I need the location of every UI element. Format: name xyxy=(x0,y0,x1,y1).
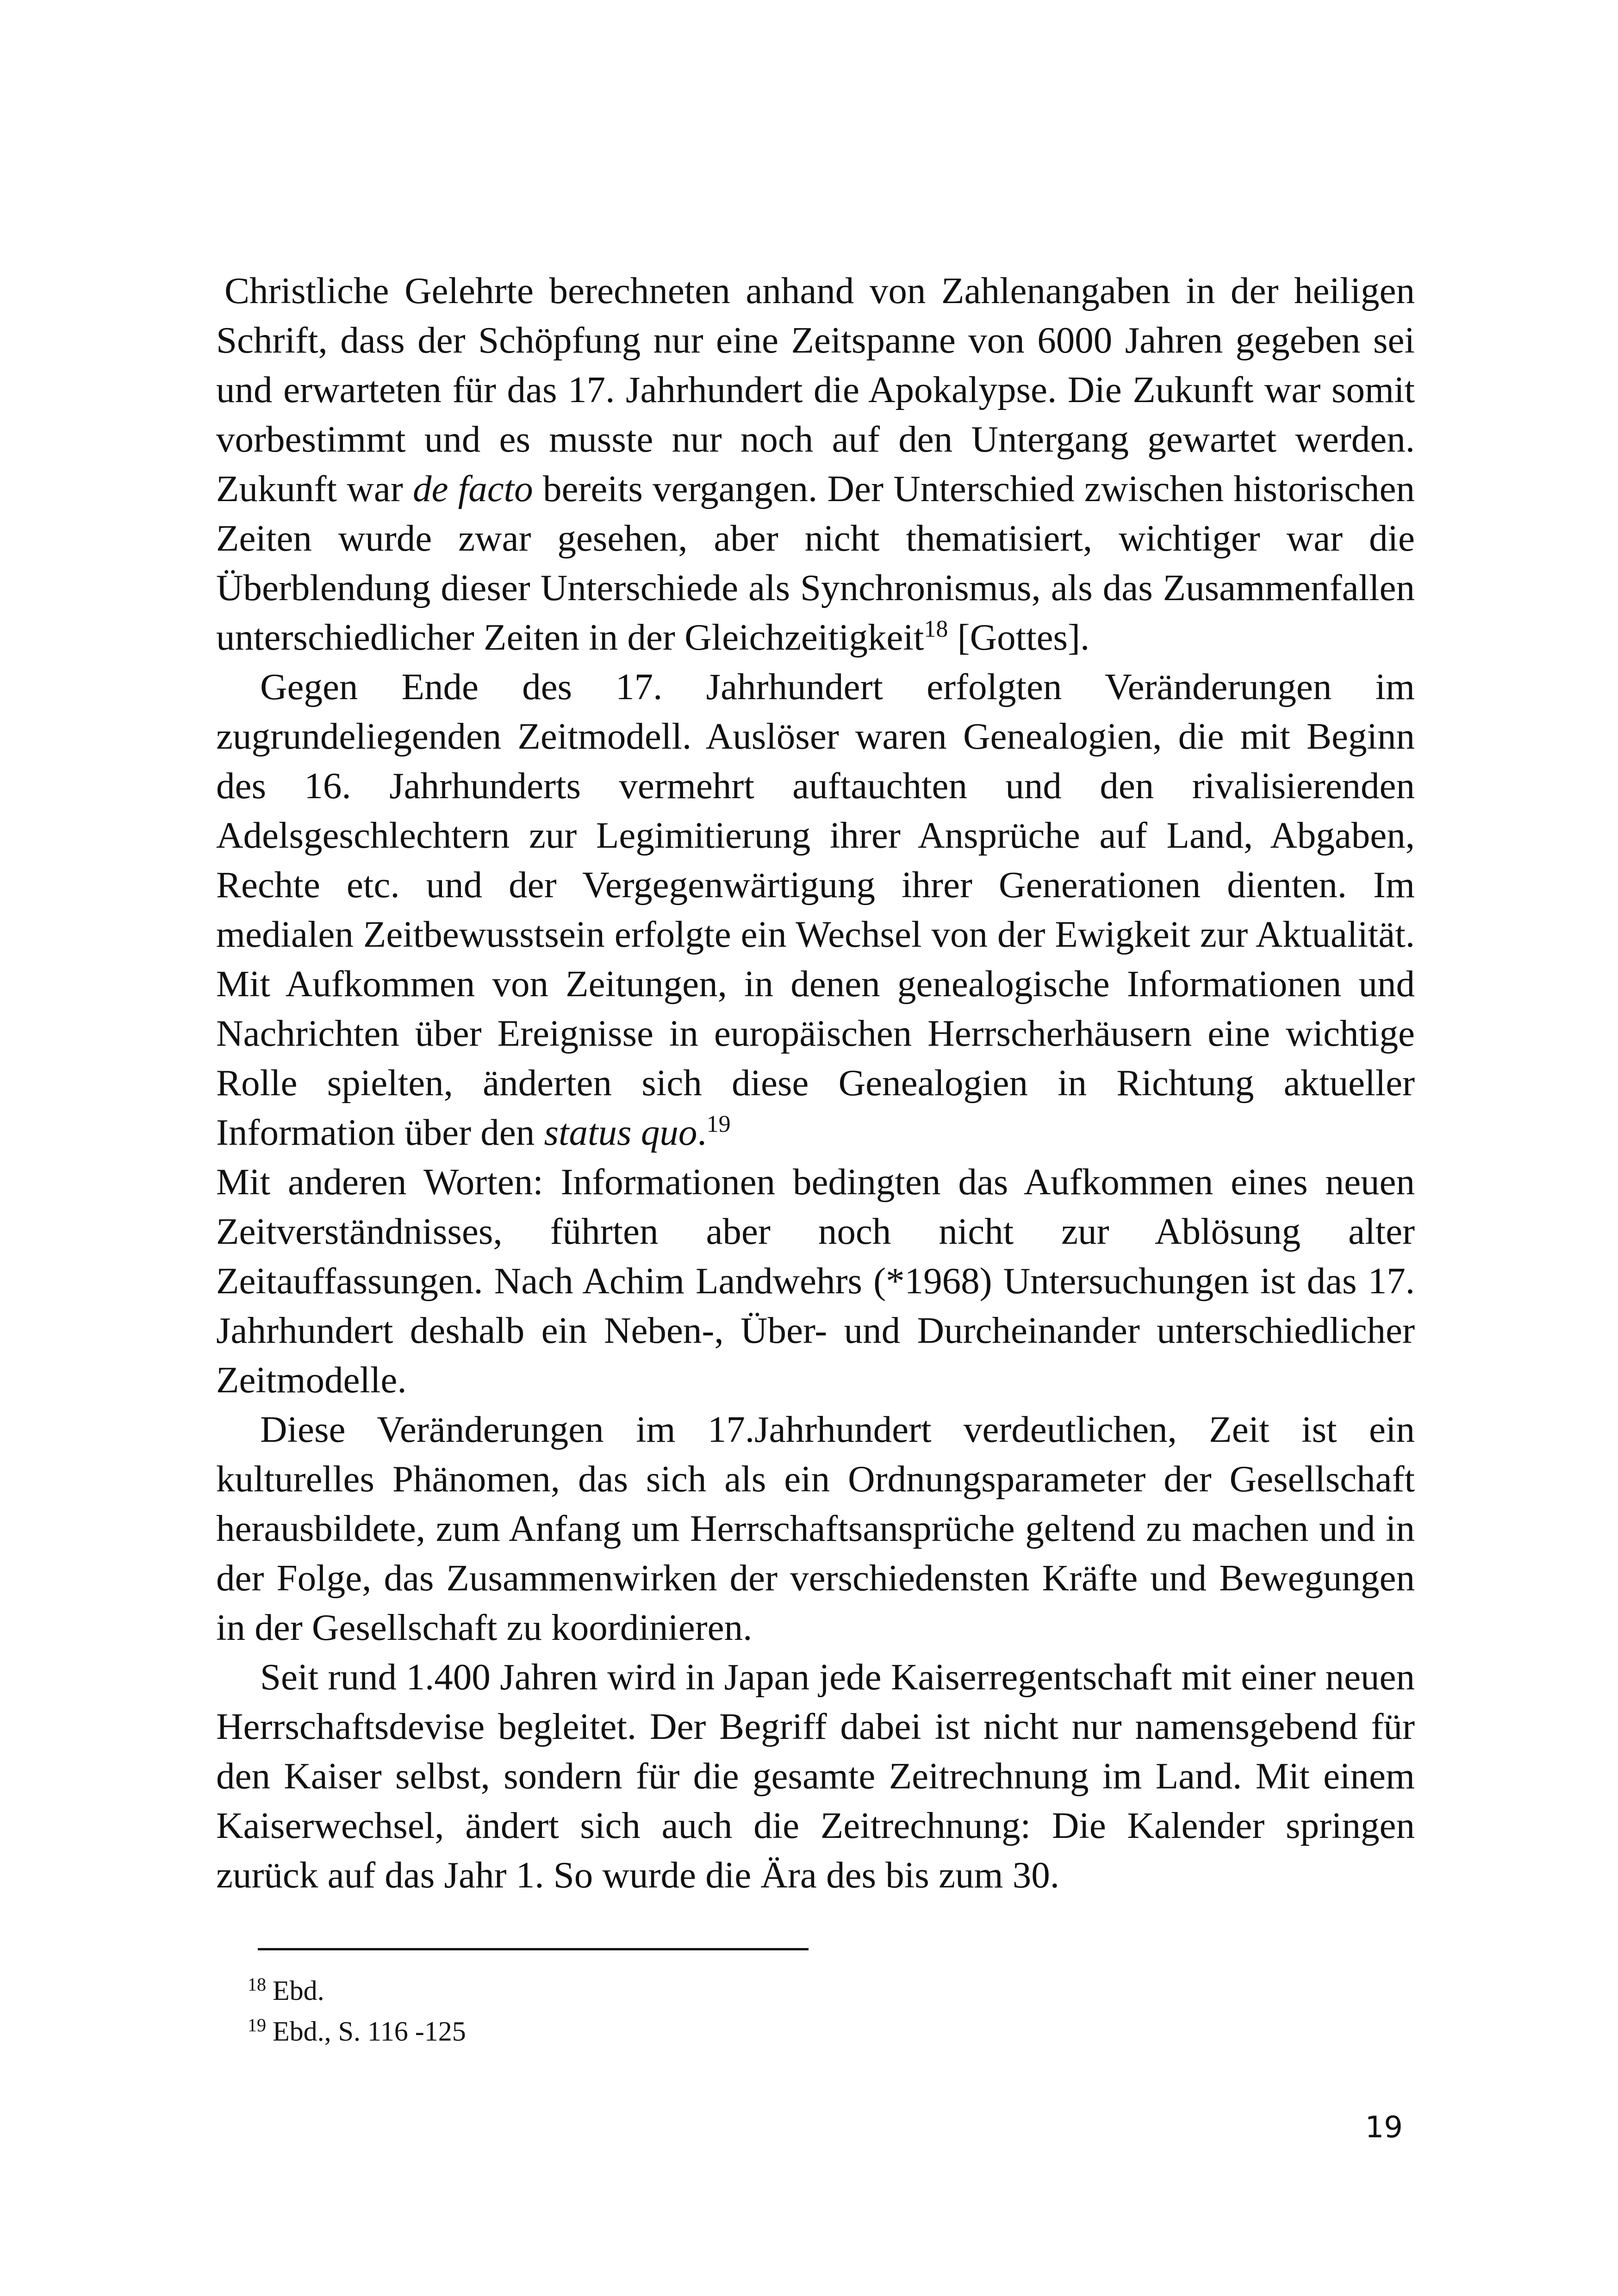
body-text xyxy=(216,266,1415,1900)
footnote-19 xyxy=(248,2011,1358,2052)
paragraph-3 xyxy=(216,1157,1415,1405)
footnote-ref-18: 18 xyxy=(924,616,948,642)
paragraph-1-text-1: Christliche Gelehrte berechneten anhand von Zahlenangaben in der heiligen Schrift, dass der Schöpfung nur eine Zeitspanne von 6000 Jahren gegeben sei und erwarteten für das 17. Jahrhundert die Apokalypse. Die Zukunft war somit vorbestimmt und es musste nur noch auf den Untergang gewartet werden. Zukunft war xyxy=(216,270,1415,509)
paragraph-1-text-3: [Gottes]. xyxy=(948,616,1090,658)
footnote-text: Ebd., S. 116 -125 xyxy=(273,2016,466,2047)
paragraph-1 xyxy=(216,266,1415,662)
footnote-number: 18 xyxy=(248,1974,266,1995)
footnote-text: Ebd. xyxy=(273,1975,324,2006)
paragraph-2-italic-status-quo: status quo xyxy=(544,1111,697,1153)
footnote-18 xyxy=(248,1970,1358,2011)
footnotes xyxy=(248,1970,1358,2052)
paragraph-1-text-2: bereits vergangen. Der Unterschied zwischen historischen Zeiten wurde zwar gesehen, aber nicht thematisiert, wichtiger war die Überblendung dieser Unterschiede als Synchronismus, als das Zusammenfallen unterschiedlicher Zeiten in der Gleichzeitigkeit xyxy=(216,468,1415,658)
paragraph-2-text-2: . xyxy=(697,1111,707,1153)
paragraph-4-text: Diese Veränderungen im 17.Jahrhundert verdeutlichen, Zeit ist ein kulturelles Phänomen, das sich als ein Ordnungsparameter der Gesellschaft herausbildete, zum Anfang um Herrschaftsansprüche geltend zu machen und in der Folge, das Zusammenwirken der verschiedensten Kräfte und Bewegungen in der Gesellschaft zu koordinieren. xyxy=(216,1409,1415,1648)
paragraph-1-italic-de-facto: de facto xyxy=(412,468,533,509)
page-number: 19 xyxy=(1365,2110,1403,2145)
footnote-ref-19: 19 xyxy=(706,1111,731,1137)
paragraph-5-text: Seit rund 1.400 Jahren wird in Japan jede Kaiserregentschaft mit einer neuen Herrschaftsdevise begleitet. Der Begriff dabei ist nicht nur namensgebend für den Kaiser selbst, sondern für die gesamte Zeitrechnung im Land. Mit einem Kaiserwechsel, ändert sich auch die Zeitrechnung: Die Kalender springen zurück auf das Jahr 1. So wurde die Ära des bis zum 30. xyxy=(216,1656,1415,1896)
paragraph-3-text: Mit anderen Worten: Informationen bedingten das Aufkommen eines neuen Zeitverständnisses, führten aber noch nicht zur Ablösung alter Zeitauffassungen. Nach Achim Landwehrs (*1968) Untersuchungen ist das 17. Jahrhundert deshalb ein Neben-, Über- und Durcheinander unterschiedlicher Zeitmodelle. xyxy=(216,1161,1415,1401)
paragraph-2-text-1: Gegen Ende des 17. Jahrhundert erfolgten Veränderungen im zugrundeliegenden Zeitmodell. Auslöser waren Genealogien, die mit Beginn des 16. Jahrhunderts vermehrt auftauchten und den rivalisierenden Adelsgeschlechtern zur Legimitierung ihrer Ansprüche auf Land, Abgaben, Rechte etc. und der Vergegenwärtigung ihrer Generationen dienten. Im medialen Zeitbewusstsein erfolgte ein Wechsel von der Ewigkeit zur Aktualität. Mit Aufkommen von Zeitungen, in denen genealogische Informationen und Nachrichten über Ereignisse in europäischen Herrscherhäusern eine wichtige Rolle spielten, änderten sich diese Genealogien in Richtung aktueller Information über den xyxy=(216,666,1415,1153)
paragraph-5 xyxy=(216,1652,1415,1900)
footnote-number: 19 xyxy=(248,2015,266,2035)
paragraph-2 xyxy=(216,662,1415,1157)
paragraph-4 xyxy=(216,1405,1415,1652)
footnote-separator xyxy=(258,1948,809,1950)
